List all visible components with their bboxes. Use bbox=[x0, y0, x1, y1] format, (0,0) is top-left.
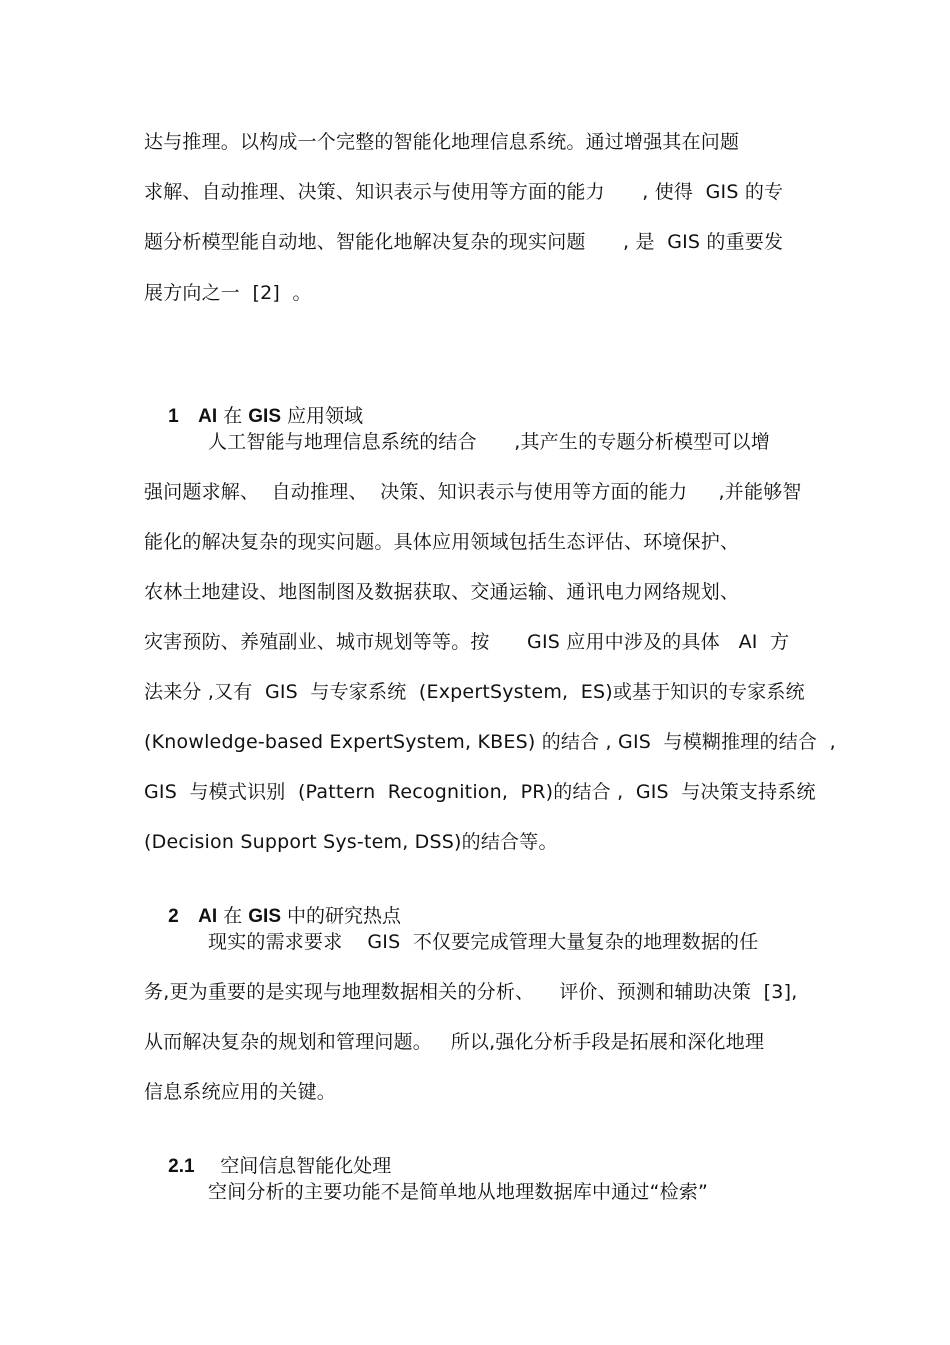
section-1-line-2: 强问题求解、 自动推理、 决策、知识表示与使用等方面的能力 ,并能够智 bbox=[144, 481, 802, 503]
section-2-line-2: 务,更为重要的是实现与地理数据相关的分析、 评价、预测和辅助决策 [3], bbox=[144, 981, 798, 1003]
section-1-title-gis: GIS bbox=[248, 406, 281, 427]
section-2-1-title: 空间信息智能化处理 bbox=[214, 1155, 392, 1177]
section-2-line-3: 从而解决复杂的规划和管理问题。 所以,强化分析手段是拓展和深化地理 bbox=[144, 1031, 765, 1053]
section-2-line-1: 现实的需求要求 GIS 不仅要完成管理大量复杂的地理数据的任 bbox=[208, 931, 759, 953]
section-2-1-line-1: 空间分析的主要功能不是简单地从地理数据库中通过“检索” bbox=[208, 1181, 709, 1203]
section-1-line-3: 能化的解决复杂的现实问题。具体应用领域包括生态评估、环境保护、 bbox=[144, 531, 740, 553]
section-1-title-rest: 应用领域 bbox=[281, 405, 364, 427]
intro-line-4: 展方向之一 [2] 。 bbox=[144, 282, 312, 304]
intro-line-3: 题分析模型能自动地、智能化地解决复杂的现实问题 , 是 GIS 的重要发 bbox=[144, 231, 784, 253]
section-2-title-mid: 在 bbox=[217, 905, 249, 927]
section-2-number: 2 bbox=[168, 906, 179, 927]
section-1-line-5: 灾害预防、养殖副业、城市规划等等。按 GIS 应用中涉及的具体 AI 方 bbox=[144, 631, 790, 653]
section-1-line-4: 农林土地建设、地图制图及数据获取、交通运输、通讯电力网络规划、 bbox=[144, 581, 740, 603]
section-1-line-8: GIS 与模式识别 (Pattern Recognition, PR)的结合 , GIS 与决策支持系统 bbox=[144, 781, 816, 803]
intro-line-2: 求解、自动推理、决策、知识表示与使用等方面的能力 , 使得 GIS 的专 bbox=[144, 181, 784, 203]
section-1-title-mid: 在 bbox=[217, 405, 249, 427]
section-2-title-gis: GIS bbox=[248, 906, 281, 927]
section-1-line-6: 法来分 ,又有 GIS 与专家系统 (ExpertSystem, ES)或基于知识的专家系统 bbox=[144, 681, 805, 703]
section-1-title-ai: AI bbox=[198, 406, 218, 427]
section-2-line-4: 信息系统应用的关键。 bbox=[144, 1081, 337, 1103]
section-1-line-7: (Knowledge-based ExpertSystem, KBES) 的结合 , GIS 与模糊推理的结合 , bbox=[144, 731, 836, 753]
section-2-title-ai: AI bbox=[198, 906, 218, 927]
section-2-title-rest: 中的研究热点 bbox=[281, 905, 402, 927]
intro-line-1: 达与推理。以构成一个完整的智能化地理信息系统。通过增强其在问题 bbox=[144, 131, 740, 153]
section-2-1-number: 2.1 bbox=[168, 1156, 195, 1177]
section-1-line-9: (Decision Support Sys-tem, DSS)的结合等。 bbox=[144, 831, 558, 853]
section-1-line-1: 人工智能与地理信息系统的结合 ,其产生的专题分析模型可以增 bbox=[208, 431, 771, 453]
section-1-number: 1 bbox=[168, 406, 179, 427]
